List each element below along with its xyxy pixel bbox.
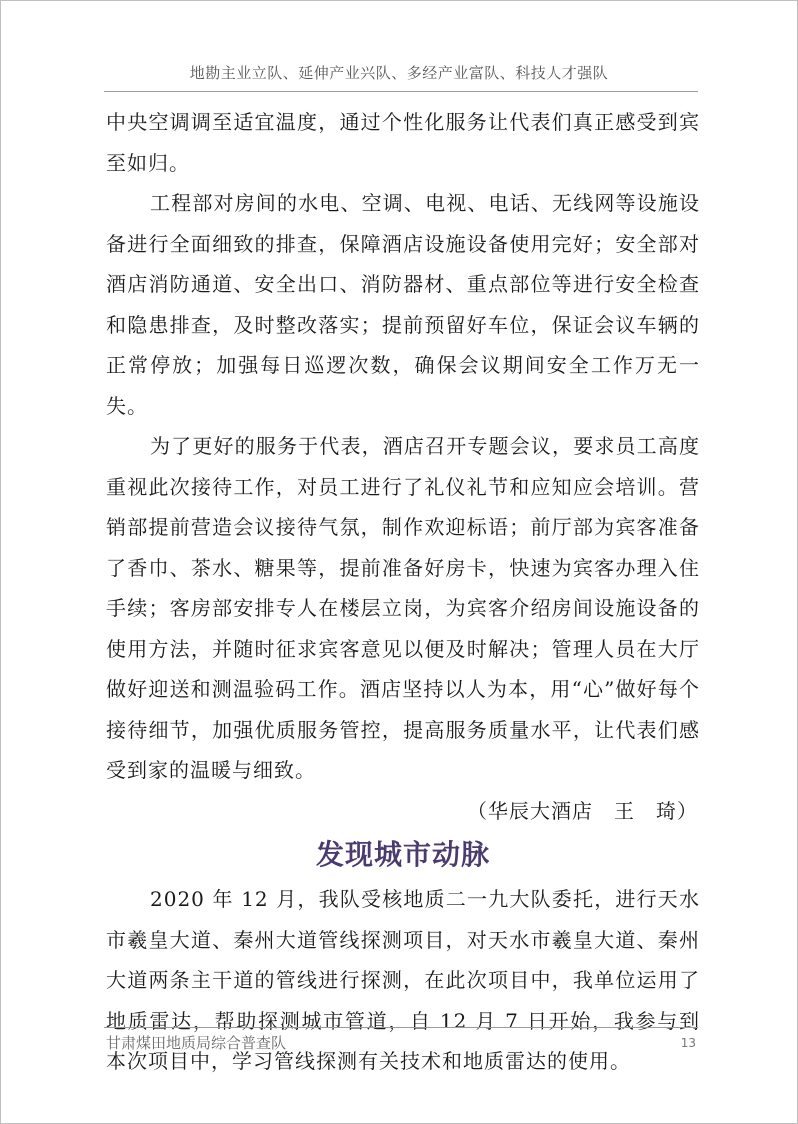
page-body (106, 102, 700, 1082)
paragraph-continued: 中央空调调至适宜温度，通过个性化服务让代表们真正感受到宾至如归。 (106, 110, 700, 175)
header-divider (104, 91, 698, 92)
page-header-slogan: 地勘主业立队、延伸产业兴队、多经产业富队、科技人才强队 (189, 64, 609, 82)
footer-organization: 甘肃煤田地质局综合普查队 (106, 1034, 287, 1052)
article-paragraph: 2020 年 12 月，我队受核地质二一九大队委托，进行天水市羲皇大道、秦州大道管线探测项目，对天水市羲皇大道、秦州大道两条主干道的管线进行探测，在此次项目中，我单位运用了地质雷达，帮助探测城市管道，自 12 月 7 日开始，我参与到本次项目中，学习管线探测有关技术和地质雷达的使用。 (106, 887, 700, 1073)
article-title: 发现城市动脉 (315, 838, 490, 871)
author-signature: （华辰大酒店 王 琦） (467, 798, 698, 823)
footer-divider (104, 1027, 698, 1028)
paragraph-engineering: 工程部对房间的水电、空调、电视、电话、无线网等设施设备进行全面细致的排查，保障酒店设施设备使用完好；安全部对酒店消防通道、安全出口、消防器材、重点部位等进行安全检查和隐患排查，及时整改落实；提前预留好车位，保证会议车辆的正常停放；加强每日巡逻次数，确保会议期间安全工作万无一失。 (106, 191, 700, 418)
paragraph-service: 为了更好的服务于代表，酒店召开专题会议，要求员工高度重视此次接待工作，对员工进行了礼仪礼节和应知应会培训。营销部提前营造会议接待气氛，制作欢迎标语；前厅部为宾客准备了香巾、茶水、糖果等，提前准备好房卡，快速为宾客办理入住手续；客房部安排专人在楼层立岗，为宾客介绍房间设施设备的使用方法，并随时征求宾客意见以便及时解决；管理人员在大厅做好迎送和测温验码工作。酒店坚持以人为本，用“心”做好每个接待细节，加强优质服务管控，提高服务质量水平，让代表们感受到家的温暖与细致。 (106, 434, 700, 782)
page-number: 13 (680, 1036, 696, 1050)
